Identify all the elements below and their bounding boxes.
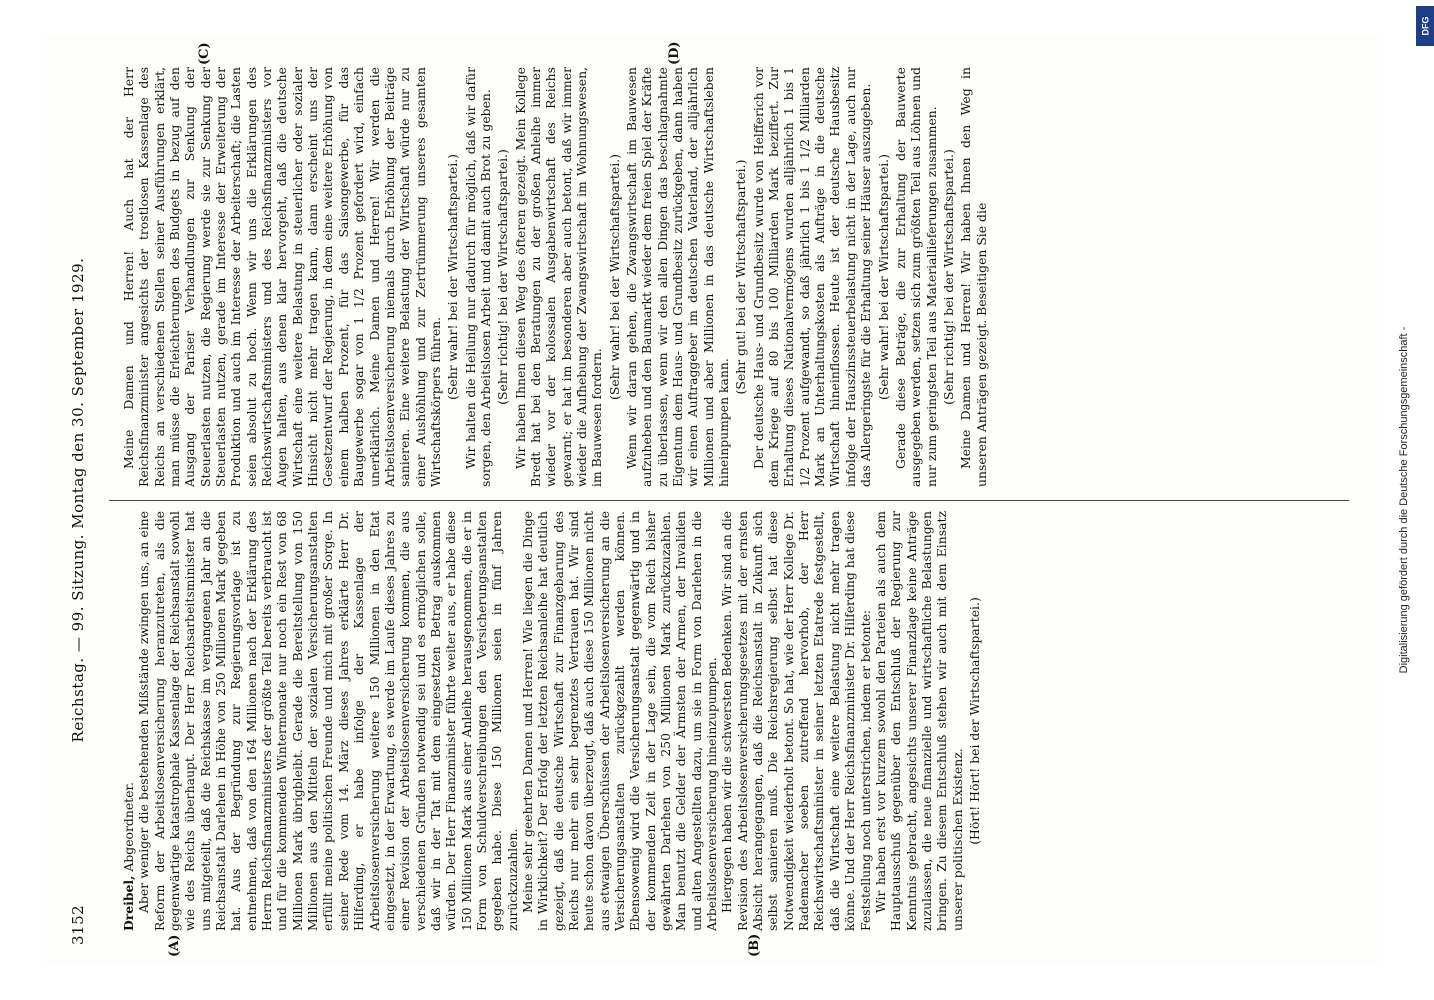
dfg-logo — [1416, 6, 1434, 46]
interjection: (Sehr wahr! bei der Wirtschaftspartei.) — [445, 154, 461, 400]
paragraph: Wenn wir daran gehen, die Zwangswirtschaft im Bauwesen aufzuheben und den Baumarkt wieder dem freien Spiel der Kräfte zu überlassen, wenn wir den allen Dingen das beschlagnahmte Eigentum dem Haus- und Grundbesitz zurückgeben, dann haben wir einen Auftraggeber im deutschen Vaterland, der alljährlich Millionen und aber Millionen in das deutsche Wirtschaftsleben hineinpumpen kann. — [624, 67, 732, 487]
margin-mark-d: (D) — [667, 41, 682, 65]
margin-mark-b: (B) — [747, 933, 762, 957]
running-head: Reichstag. — 99. Sitzung. Montag den 30. September 1929. — [69, 257, 87, 743]
interjection: (Sehr richtig! bei der Wirtschaftspartei.) — [940, 149, 956, 405]
paragraph: Wir haben Ihnen diesen Weg des öfteren gezeigt. Mein Kollege Bredt hat bei den Beratungen zu der großen Anleihe immer wieder vor der kolossalen Ausgabenwirtschaft des Reichs gewarnt; er hat im besonderen aber auch betont, daß wir immer wieder die Aufhebung der Zwangswirtschaft im Wohnungswesen, im Bauwesen fordern. — [512, 67, 605, 487]
paragraph: Aber weniger die bestehenden Mißstände zwingen uns, an eine Reform der Arbeitslosenversicherung heranzutreten, als die gegenwärtige katastrophale Kassenlage der Reichsanstalt sowohl wie des Reichs überhaupt. Der Herr Reichsarbeitsminister hat uns mitgeteilt, daß die Reichskasse im vergangenen Jahr an die Reichsanstalt Darlehen in Höhe von 250 Millionen Mark gegeben hat. Aus der Begründung zur Regierungsvorlage ist zu entnehmen, daß von den 164 Millionen nach der Erklärung des Herrn Reichsfinanzministers der größte Teil bereits verbraucht ist und für die kommenden Wintermonate nur noch ein Rest von 68 Millionen Mark übrigbleibt. Gerade die Bereitstellung von 150 Millionen aus den Mitteln der sozialen Versicherungsanstalten erfüllt meine politischen Freunde und mich mit großer Sorge. In seiner Rede vom 14. März dieses Jahres erklärte Herr Dr. Hilferding, er habe infolge der Kassenlage der Arbeitslosenversicherung weitere 150 Millionen in den Etat eingesetzt, in der Erwartung, es werde im Laufe dieses Jahres zu einer Revision der Arbeitslosenversicherung kommen, die aus verschiedenen Gründen notwendig sei und es ermöglichen solle, daß wir in der Tat mit dem eingesetzten Betrag auskommen würden. Der Herr Finanzminister führte weiter aus, er habe diese 150 Millionen Mark aus einer Anleihe herausgenommen, die er in Form von Schuldverschreibungen den Versicherungsanstalten gegeben habe. Diese 150 Millionen seien in fünf Jahren zurückzuzahlen. — [136, 511, 520, 931]
interjection: (Sehr gut! bei der Wirtschaftspartei.) — [733, 159, 749, 395]
paragraph: Wir halten die Heilung nur dadurch für möglich, daß wir dafür sorgen, den Arbeitslosen Arbeit und damit auch Brot zu geben. — [462, 67, 493, 487]
speaker-line — [121, 511, 136, 931]
quotation: Wir haben erst vor kurzem sowohl den Parteien als auch dem Hauptausschuß gegenüber den Entschluß der Regierung zur Kenntnis gebracht, angesichts unserer Finanzlage keine Anträge zuzulassen, die neue finanzielle und wirtschaftliche Belastungen bringen. Zu diesem Entschluß stehen wir auch mit dem Einsatz unserer politischen Existenz. — [872, 511, 965, 931]
margin-mark-a: (A) — [167, 934, 182, 957]
interjection: (Sehr richtig! bei der Wirtschaftspartei.) — [495, 149, 511, 405]
interjection: (Hört! Hört! bei der Wirtschaftspartei.) — [966, 597, 982, 845]
paragraph: Meine sehr geehrten Damen und Herren! Wie liegen die Dinge in Wirklichkeit? Der Erfolg der letzten Reichsanleihe hat deutlich gezeigt, daß die deutsche Wirtschaft zur Finanzgebarung des Reichs nur mehr ein sehr begrenztes Vertrauen hat. Wir sind heute schon davon überzeugt, daß auch diese 150 Millionen nicht aus etwaigen Überschüssen der Arbeitslosenversicherung an die Versicherungsanstalten zurückgezahlt werden können. Ebensowenig wird die Versicherungsanstalt gegenwärtig und in der kommenden Zeit in der Lage sein, die vom Reich bisher gewährten Darlehen von 250 Millionen Mark zurückzuzahlen. Man benutzt die Gelder der Ärmsten der Armen, der Invaliden und alten Angestellten dazu, um sie in Form von Darlehen in die Arbeitslosenversicherung hineinzupumpen. — [519, 511, 720, 931]
document-page — [47, 35, 1377, 965]
paragraph: Hiergegen haben wir die schwersten Bedenken. Wir sind an die Revision des Arbeitslosenversicherungsgesetzes mit der ernsten Absicht herangegangen, daß die Reichsanstalt in Zukunft sich selbst sanieren muß. Die Reichsregierung selbst hat diese Notwendigkeit wiederholt betont. So hat, wie der Herr Kollege Dr. Rademacher soeben zutreffend hervorhob, der Herr Reichswirtschaftsminister in seiner letzten Etatrede festgestellt, daß die Wirtschaft eine weitere Belastung nicht mehr tragen könne. Und der Herr Reichsfinanzminister Dr. Hilferding hat diese Feststellung noch unterstrichen, indem er betonte: — [719, 511, 873, 931]
running-header — [69, 35, 91, 965]
paragraph: Gerade diese Beträge, die zur Erhaltung der Bauwerte ausgegeben werden, setzen sich zum größten Teil aus Löhnen und nur zum geringsten Teil aus Materiallieferungen zusammen. — [892, 67, 939, 487]
paragraph: Der deutsche Haus- und Grundbesitz wurde von Helfferich vor dem Kriege auf 80 bis 100 Milliarden Mark beziffert. Zur Erhaltung dieses Nationalvermögens wurden alljährlich 1 bis 1 1/2 Prozent aufgewandt, so daß jährlich 1 bis 1 1/2 Milliarden Mark an Unterhaltungskosten als Aufträge in die deutsche Wirtschaft hineinflossen. Heute ist der deutsche Hausbesitz infolge der Hauszinssteuerbelastung nicht in der Lage, auch nur das Allergeringste für die Erhaltung seiner Häuser auszugeben. — [750, 67, 874, 487]
interjection: (Sehr wahr! bei der Wirtschaftspartei.) — [606, 154, 622, 400]
paragraph: Meine Damen und Herren! Wir haben Ihnen den Weg in unseren Anträgen gezeigt. Beseitigen Sie die — [958, 67, 989, 487]
right-column — [121, 67, 1351, 487]
left-column — [121, 511, 1351, 931]
interjection: (Sehr wahr! bei der Wirtschaftspartei.) — [875, 154, 891, 400]
paragraph: Meine Damen und Herren! Auch hat der Herr Reichsfinanzminister angesichts der trostlosen Kassenlage des Reichs an verschiedenen Stellen seiner Ausführungen erklärt, man müsse die Erleichterungen des Budgets in bezug auf den Ausgang der Pariser Verhandlungen zur Senkung der Steuerlasten nutzen, die Regierung werde sie zur Senkung der Steuerlasten nutzen, gerade im Interesse der Erweiterung der Produktion und auch im Interesse der Arbeiterschaft; die Lasten seien absolut zu hoch. Wenn wir uns die Erklärungen des Reichswirtschaftsministers und des Reichsfinanzministers vor Augen halten, aus denen klar hervorgeht, daß die deutsche Wirtschaft eine weitere Belastung in steuerlicher oder sozialer Hinsicht nicht mehr tragen kann, dann erscheint uns der Gesetzentwurf der Regierung, in dem eine weitere Erhöhung von einem halben Prozent, für das Saisongewerbe, für das Baugewerbe sogar von 1 1/2 Prozent gefordert wird, einfach unerklärlich. Meine Damen und Herren! Wir werden die Arbeitslosenversicherung niemals durch Erhöhung der Beiträge sanieren. Eine weitere Belastung der Wirtschaft würde nur zu einer Aushöhlung und zur Zertrümmerung unseres gesamten Wirtschaftskörpers führen. — [121, 67, 443, 487]
speaker-name: Dreibel, — [121, 875, 136, 931]
speaker-role: Abgeordneter. — [121, 782, 136, 872]
digitization-credit-text: Digitalisierung gefördert durch die Deutsche Forschungsgemeinschaft - — [1398, 326, 1410, 674]
page-number: 3152 — [69, 904, 87, 945]
margin-mark-c: (C) — [197, 42, 212, 65]
dfg-logo-text: DFG — [1420, 16, 1430, 36]
column-divider — [109, 500, 1349, 501]
